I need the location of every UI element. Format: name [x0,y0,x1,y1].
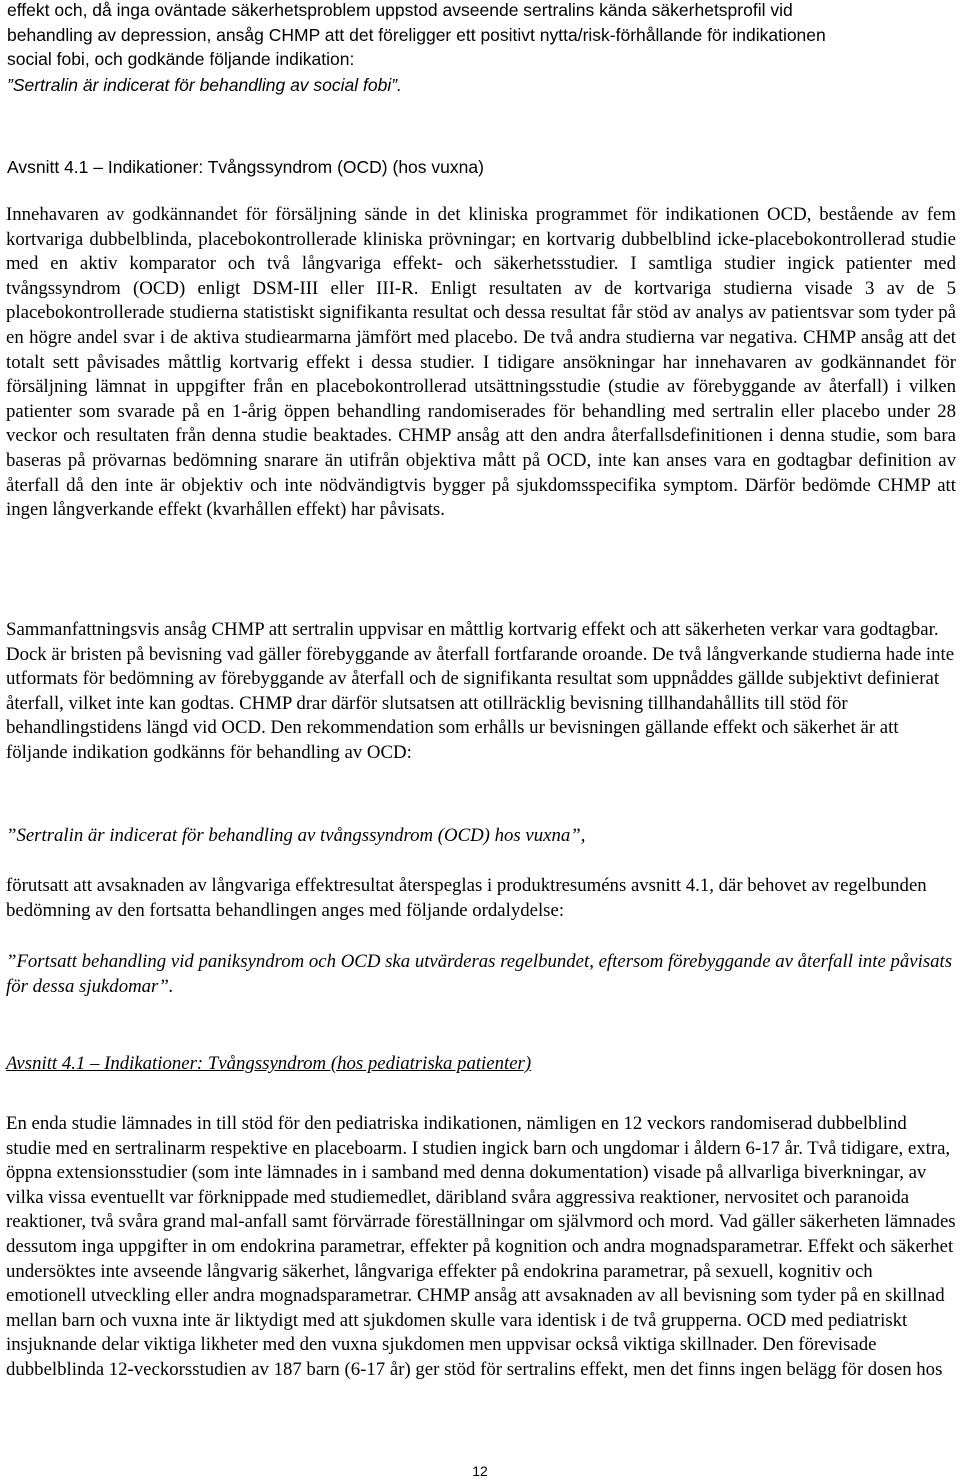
ocd-adults-paragraph-2: Sammanfattningsvis ansåg CHMP att sertralin uppvisar en måttlig kortvarig effekt och att säkerheten verkar vara godtagbar. Dock är bristen på bevisning vad gäller förebyggande av återfall fortfarande oroande. De två långverkande studierna hade inte utformats för bedömning av förebyggande av återfall och de signifikanta resultat som uppnåddes gällde subjektivt definierat återfall, vilket inte kan godtas. CHMP drar därför slutsatsen att otillräcklig bevisning tillhandahållits till stöd för behandlingstidens längd vid OCD. Den rekommendation som erhålls ur bevisningen gällande effekt och säkerhet är att följande indikation godkänns för behandling av OCD: [6,619,955,763]
ocd-adults-continued-treatment-quote: ”Fortsatt behandling vid paniksyndrom och OCD ska utvärderas regelbundet, eftersom förebyggande av återfall inte påvisats för dessa sjukdomar”. [6,951,953,997]
intro-line: social fobi, och godkände följande indikation: [7,49,355,69]
section-heading-ocd-adults: Avsnitt 4.1 – Indikationer: Tvångssyndrom (OCD) (hos vuxna) [7,157,484,177]
ocd-adults-indication-quote: ”Sertralin är indicerat för behandling av tvångssyndrom (OCD) hos vuxna”, [6,825,586,846]
section-heading-ocd-pediatric: Avsnitt 4.1 – Indikationer: Tvångssyndrom (hos pediatriska patienter) [6,1053,532,1074]
intro-text [7,0,957,72]
ocd-adults-paragraph-1: Innehavaren av godkännandet för försäljning sände in det kliniska programmet för indikationen OCD, bestående av fem kortvariga dubbelblinda, placebokontrollerade kliniska prövningar; en kortvarig dubbelblind icke-placebokontrollerad studie med en aktiv komparator och två långvariga effekt- och säkerhetsstudier. I samtliga studier ingick patienter med tvångssyndrom (OCD) enligt DSM-III eller III-R. Enligt resultaten av de kortvariga studierna visade 3 av de 5 placebokontrollerade studierna statistiskt signifikanta resultat och dessa resultat får stöd av analys av patientsvar som tyder på en högre andel svar i de aktiva studiearmarna jämfört med placebo. De två andra studierna var negativa. CHMP ansåg att det totalt sett påvisades måttlig kortvarig effekt i dessa studier. I tidigare ansökningar har innehavaren av godkännandet för försäljning lämnat in uppgifter från en placebokontrollerad utsättningsstudie (studie av förebyggande av återfall) i vilken patienter som svarade på en 1-årig öppen behandling randomiserades för behandling med sertralin eller placebo under 28 veckor och resultaten från denna studie beaktades. CHMP ansåg att den andra återfallsdefinitionen i denna studie, som bara baseras på prövarnas bedömning snarare än utifrån objektiva mått på OCD, inte kan anses vara en godtagbar definition av återfall då den inte är objektiv och inte nödvändigtvis bygger på sjukdomsspecifika symptom. Därför bedömde CHMP att ingen långverkande effekt (kvarhållen effekt) har påvisats. [6,204,956,521]
page-number: 12 [472,1463,488,1479]
intro-line: effekt och, då inga oväntade säkerhetsproblem uppstod avseende sertralins kända säkerhetsprofil vid [7,0,793,20]
intro-line: behandling av depression, ansåg CHMP att det föreligger ett positivt nytta/risk-förhållande för indikationen [7,24,826,45]
social-phobia-indication-quote: ”Sertralin är indicerat för behandling av social fobi”. [7,75,402,95]
ocd-adults-paragraph-3: förutsatt att avsaknaden av långvariga effektresultat återspeglas i produktresuméns avsnitt 4.1, där behovet av regelbunden bedömning av den fortsatta behandlingen anges med följande ordalydelse: [6,875,927,921]
ocd-pediatric-paragraph-1: En enda studie lämnades in till stöd för den pediatriska indikationen, nämligen en 12 veckors randomiserad dubbelblind studie med en sertralinarm respektive en placeboarm. I studien ingick barn och ungdomar i åldern 6-17 år. Två tidigare, extra, öppna extensionsstudier (som inte lämnades in i samband med denna dokumentation) visade på allvarliga biverkningar, av vilka vissa eventuellt var förknippade med studiemedlet, däribland svåra aggressiva reaktioner, nervositet och paranoida reaktioner, två svåra grand mal-anfall samt förvärrade föreställningar om självmord och mord. Vad gäller säkerheten lämnades dessutom inga uppgifter in om endokrina parametrar, effekter på kognition och andra mognadsparametrar. Effekt och säkerhet undersöktes inte avseende långvarig säkerhet, långvariga effekter på endokrina parametrar, på sexuell, kognitiv och emotionell utveckling eller andra mognadsparametrar. CHMP ansåg att avsaknaden av all bevisning som tyder på en skillnad mellan barn och vuxna inte är liktydigt med att sjukdomen skulle vara identisk i de två grupperna. OCD med pediatriskt insjuknande delar viktiga likheter med den vuxna sjukdomen men uppvisar också viktiga skillnader. Den förevisade dubbelblinda 12-veckorsstudien av 187 barn (6-17 år) ger stöd för sertralins effekt, men det finns ingen belägg för dosen hos [6,1113,956,1380]
